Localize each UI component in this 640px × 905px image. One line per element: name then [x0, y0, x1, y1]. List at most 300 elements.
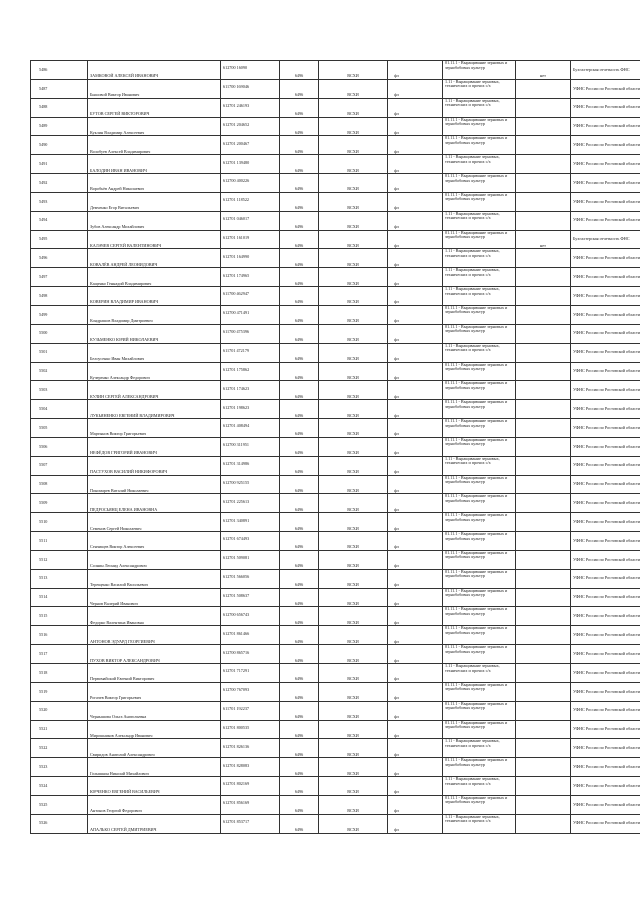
- inn-number-cell: [221, 532, 280, 551]
- inn-number: 612700 16090: [223, 65, 248, 71]
- table-row: [31, 362, 640, 381]
- activity-description: 01.11.1 - Выращивание зерновых и зернобобовых культур: [445, 644, 508, 654]
- inn-number-cell: [221, 645, 280, 664]
- okved-code: 6496: [294, 224, 304, 230]
- activity-description: 01.11.1 - Выращивание зерновых и зернобобовых культур: [445, 569, 508, 579]
- okved-code-cell: [280, 494, 319, 513]
- okved-code-cell: [280, 758, 319, 777]
- inn-number-cell: [221, 550, 280, 569]
- row-number-cell: [31, 607, 88, 626]
- holder-name-cell: [88, 739, 221, 758]
- activity-description-cell: [443, 682, 516, 701]
- extra-flag-cell: [516, 155, 571, 174]
- category-code: ВСХИ: [347, 167, 359, 173]
- extra-flag-cell: [516, 419, 571, 438]
- entity-type-cell: [388, 61, 443, 80]
- row-number: 5511: [39, 537, 48, 543]
- category-code: ВСХИ: [347, 224, 359, 230]
- entity-type-cell: [388, 513, 443, 532]
- table-row: [31, 645, 640, 664]
- inn-number: 612700 471491: [223, 310, 250, 316]
- source-organization-cell: [571, 230, 640, 249]
- inn-number: 612700 767093: [223, 687, 250, 693]
- category-code-cell: [319, 61, 388, 80]
- table-row: [31, 230, 640, 249]
- table-row: [31, 249, 640, 268]
- row-number: 5519: [39, 688, 48, 694]
- entity-type: фл: [394, 789, 399, 795]
- activity-description-cell: [443, 626, 516, 645]
- holder-name: БАЛОДИН ИВАН ИВАНОВИЧ: [90, 167, 147, 173]
- row-number: 5516: [39, 631, 48, 637]
- inn-number-cell: [221, 305, 280, 324]
- extra-flag: нет: [540, 242, 546, 248]
- okved-code: 6496: [294, 129, 304, 135]
- table-row: [31, 79, 640, 98]
- category-code: ВСХИ: [347, 469, 359, 475]
- category-code-cell: [319, 174, 388, 193]
- okved-code: 6496: [294, 789, 304, 795]
- row-number: 5507: [39, 462, 48, 468]
- inn-number: 612701 828083: [223, 762, 250, 768]
- category-code-cell: [319, 739, 388, 758]
- category-code: ВСХИ: [347, 356, 359, 361]
- row-number-cell: [31, 287, 88, 306]
- category-code: ВСХИ: [347, 600, 359, 606]
- source-organization: Бухгалтерская отчетность ФНС: [573, 236, 630, 242]
- holder-name: Свиридов Анатолий Александрович: [90, 751, 155, 757]
- activity-description-cell: [443, 645, 516, 664]
- activity-description: 1.11 - Выращивание зерновых, технических и прочих с/х: [445, 286, 500, 296]
- entity-type-cell: [388, 720, 443, 739]
- source-organization: УФНС России по Ростовской области: [573, 368, 640, 374]
- inn-number: 612700 400226: [223, 178, 250, 184]
- entity-type-cell: [388, 475, 443, 494]
- holder-name-cell: [88, 664, 221, 683]
- table-row: [31, 569, 640, 588]
- holder-name: ЗАМКОВОЙ АЛЕКСЕЙ ИВАНОВИЧ: [90, 73, 159, 79]
- source-organization: УФНС России по Ростовской области: [573, 443, 640, 449]
- holder-name-cell: [88, 758, 221, 777]
- source-organization: УФНС России по Ростовской области: [573, 179, 640, 185]
- holder-name: Семенов Сергей Николаевич: [90, 525, 142, 531]
- entity-type-cell: [388, 381, 443, 400]
- holder-name-cell: [88, 588, 221, 607]
- okved-code-cell: [280, 645, 319, 664]
- activity-description-cell: [443, 532, 516, 551]
- okved-code: 6496: [294, 318, 304, 324]
- entity-type: фл: [394, 827, 399, 833]
- inn-number-cell: [221, 343, 280, 362]
- holder-name-cell: [88, 419, 221, 438]
- entity-type: фл: [394, 638, 399, 644]
- table-row: [31, 795, 640, 814]
- source-organization: УФНС России по Ростовской области: [573, 142, 640, 148]
- row-number: 5487: [39, 85, 48, 91]
- category-code: ВСХИ: [347, 205, 359, 211]
- inn-number-cell: [221, 230, 280, 249]
- okved-code-cell: [280, 664, 319, 683]
- extra-flag-cell: [516, 268, 571, 287]
- entity-type-cell: [388, 305, 443, 324]
- extra-flag-cell: [516, 400, 571, 419]
- row-number-cell: [31, 155, 88, 174]
- row-number: 5521: [39, 726, 48, 732]
- okved-code: 6496: [294, 111, 304, 117]
- inn-number-cell: [221, 777, 280, 796]
- entity-type-cell: [388, 324, 443, 343]
- category-code-cell: [319, 287, 388, 306]
- holder-name: Кащенко Геннадий Владимирович: [90, 280, 152, 286]
- source-organization-cell: [571, 324, 640, 343]
- entity-type: фл: [394, 186, 399, 192]
- inn-number: 611700 462947: [223, 291, 250, 297]
- extra-flag-cell: [516, 682, 571, 701]
- row-number: 5501: [39, 349, 48, 355]
- holder-name: Рогачев Виктор Григорьевич: [90, 695, 142, 701]
- holder-name: КУЛИН СЕРГЕЙ АЛЕКСАНДРОВИЧ: [90, 393, 159, 399]
- entity-type-cell: [388, 739, 443, 758]
- table-row: [31, 758, 640, 777]
- activity-description: 1.11 - Выращивание зерновых, технических и прочих с/х: [445, 211, 500, 221]
- source-organization-cell: [571, 550, 640, 569]
- source-organization-cell: [571, 381, 640, 400]
- source-organization-cell: [571, 268, 640, 287]
- extra-flag-cell: [516, 588, 571, 607]
- activity-description-cell: [443, 456, 516, 475]
- category-code: ВСХИ: [347, 619, 359, 625]
- okved-code-cell: [280, 682, 319, 701]
- inn-number-cell: [221, 569, 280, 588]
- row-number: 5490: [39, 142, 48, 148]
- row-number: 5514: [39, 594, 48, 600]
- activity-description: 1.11 - Выращивание зерновых, технических и прочих с/х: [445, 267, 500, 277]
- row-number: 5526: [39, 820, 48, 826]
- category-code: ВСХИ: [347, 695, 359, 701]
- extra-flag-cell: [516, 192, 571, 211]
- source-organization: УФНС России по Ростовской области: [573, 123, 640, 129]
- activity-description: 01.11.1 - Выращивание зерновых и зернобобовых культур: [445, 757, 508, 767]
- okved-code-cell: [280, 268, 319, 287]
- okved-code: 6496: [294, 280, 304, 286]
- entity-type-cell: [388, 136, 443, 155]
- entity-type-cell: [388, 400, 443, 419]
- inn-number: 612701 225613: [223, 498, 250, 504]
- inn-number: 612701 200467: [223, 140, 250, 146]
- category-code-cell: [319, 79, 388, 98]
- okved-code-cell: [280, 513, 319, 532]
- row-number: 5499: [39, 311, 48, 317]
- extra-flag-cell: [516, 664, 571, 683]
- category-code-cell: [319, 211, 388, 230]
- source-organization-cell: [571, 795, 640, 814]
- category-code-cell: [319, 701, 388, 720]
- source-organization: УФНС России по Ростовской области: [573, 801, 640, 807]
- category-code: ВСХИ: [347, 638, 359, 644]
- category-code-cell: [319, 720, 388, 739]
- category-code: ВСХИ: [347, 129, 359, 135]
- source-organization-cell: [571, 777, 640, 796]
- inn-number: 612700 865716: [223, 649, 250, 655]
- category-code: ВСХИ: [347, 808, 359, 814]
- source-organization: УФНС России по Ростовской области: [573, 462, 640, 468]
- category-code-cell: [319, 513, 388, 532]
- inn-number: 612701 161019: [223, 234, 250, 240]
- source-organization-cell: [571, 437, 640, 456]
- source-organization-cell: [571, 814, 640, 833]
- activity-description: 1.11 - Выращивание зерновых, технических и прочих с/х: [445, 738, 500, 748]
- entity-type: фл: [394, 431, 399, 437]
- source-organization: УФНС России по Ростовской области: [573, 198, 640, 204]
- holder-name-cell: [88, 230, 221, 249]
- activity-description: 01.11.1 - Выращивание зерновых и зернобобовых культур: [445, 588, 508, 598]
- activity-description-cell: [443, 98, 516, 117]
- row-number: 5524: [39, 782, 48, 788]
- source-organization: Бухгалтерская отчетность ФНС: [573, 66, 630, 72]
- category-code-cell: [319, 645, 388, 664]
- entity-type-cell: [388, 626, 443, 645]
- holder-name: Волобуев Алексей Владимирович: [90, 148, 151, 154]
- table-row: [31, 814, 640, 833]
- row-number-cell: [31, 400, 88, 419]
- entity-type: фл: [394, 732, 399, 738]
- activity-description-cell: [443, 268, 516, 287]
- extra-flag-cell: [516, 287, 571, 306]
- holder-name: ЮРЧЕНКО ЕВГЕНИЙ ВАСИЛЬЕВИЧ: [90, 789, 160, 795]
- okved-code-cell: [280, 437, 319, 456]
- holder-name-cell: [88, 381, 221, 400]
- activity-description: 01.11.1 - Выращивание зерновых и зернобобовых культур: [445, 493, 508, 503]
- activity-description-cell: [443, 136, 516, 155]
- entity-type: фл: [394, 544, 399, 550]
- okved-code: 6496: [294, 827, 304, 833]
- table-row: [31, 98, 640, 117]
- entity-type: фл: [394, 356, 399, 361]
- inn-number-cell: [221, 61, 280, 80]
- okved-code-cell: [280, 456, 319, 475]
- inn-number: 612701 246193: [223, 103, 250, 109]
- inn-number: 612701 800535: [223, 724, 250, 730]
- holder-name: ЛУКЬЯНЕНКО ЕВГЕНИЙ ВЛАДИМИРОВИЧ: [90, 412, 175, 418]
- category-code-cell: [319, 381, 388, 400]
- table-row: [31, 664, 640, 683]
- table-row: [31, 513, 640, 532]
- holder-name: БУТОВ СЕРГЕЙ ВИКТОРОВИЧ: [90, 111, 150, 117]
- activity-description: 01.11.1 - Выращивание зерновых и зернобобовых культур: [445, 362, 508, 371]
- category-code: ВСХИ: [347, 111, 359, 117]
- okved-code: 6496: [294, 450, 304, 456]
- source-organization-cell: [571, 588, 640, 607]
- row-number: 5488: [39, 104, 48, 110]
- activity-description-cell: [443, 381, 516, 400]
- row-number-cell: [31, 550, 88, 569]
- table-row: [31, 61, 640, 80]
- entity-type: фл: [394, 506, 399, 512]
- activity-description-cell: [443, 324, 516, 343]
- extra-flag-cell: [516, 739, 571, 758]
- extra-flag-cell: [516, 550, 571, 569]
- entity-type-cell: [388, 588, 443, 607]
- category-code-cell: [319, 475, 388, 494]
- holder-name: Демченко Егор Витальевич: [90, 205, 139, 211]
- holder-name-cell: [88, 795, 221, 814]
- inn-number-cell: [221, 739, 280, 758]
- holder-name-cell: [88, 324, 221, 343]
- okved-code: 6496: [294, 695, 304, 701]
- okved-code-cell: [280, 588, 319, 607]
- holder-name: Солнин Леонид Александрович: [90, 563, 147, 569]
- row-number: 5494: [39, 217, 48, 223]
- category-code-cell: [319, 777, 388, 796]
- inn-number-cell: [221, 381, 280, 400]
- source-organization-cell: [571, 513, 640, 532]
- holder-name-cell: [88, 550, 221, 569]
- extra-flag-cell: [516, 569, 571, 588]
- okved-code-cell: [280, 155, 319, 174]
- row-number: 5505: [39, 424, 48, 430]
- source-organization: УФНС России по Ростовской области: [573, 745, 640, 751]
- entity-type: фл: [394, 224, 399, 230]
- holder-name-cell: [88, 569, 221, 588]
- okved-code: 6496: [294, 186, 304, 192]
- holder-name-cell: [88, 626, 221, 645]
- entity-type-cell: [388, 287, 443, 306]
- inn-number-cell: [221, 758, 280, 777]
- okved-code: 6496: [294, 242, 304, 248]
- source-organization: УФНС России по Ростовской области: [573, 707, 640, 713]
- okved-code: 6496: [294, 337, 304, 343]
- source-organization-cell: [571, 664, 640, 683]
- entity-type: фл: [394, 469, 399, 475]
- source-organization: УФНС России по Ростовской области: [573, 349, 640, 355]
- okved-code: 6496: [294, 412, 304, 418]
- category-code: ВСХИ: [347, 337, 359, 343]
- entity-type-cell: [388, 268, 443, 287]
- entity-type: фл: [394, 299, 399, 305]
- category-code: ВСХИ: [347, 92, 359, 98]
- inn-number: 612701 164990: [223, 253, 250, 259]
- row-number-cell: [31, 136, 88, 155]
- holder-name-cell: [88, 362, 221, 381]
- extra-flag-cell: [516, 607, 571, 626]
- source-organization: УФНС России по Ростовской области: [573, 160, 640, 166]
- holder-name-cell: [88, 437, 221, 456]
- source-organization-cell: [571, 456, 640, 475]
- row-number: 5515: [39, 613, 48, 619]
- inn-number: 612701 198623: [223, 404, 250, 410]
- holder-name-cell: [88, 456, 221, 475]
- entity-type-cell: [388, 155, 443, 174]
- inn-number: 612701 508637: [223, 592, 250, 598]
- activity-description: 01.11.1 - Выращивание зерновых и зернобобовых культур: [445, 437, 508, 447]
- source-organization: УФНС России по Ростовской области: [573, 537, 640, 543]
- entity-type: фл: [394, 73, 399, 79]
- holder-name: Куклин Владимир Алексеевич: [90, 129, 145, 135]
- source-organization: УФНС России по Ростовской области: [573, 556, 640, 562]
- table-row: [31, 419, 640, 438]
- inn-number-cell: [221, 437, 280, 456]
- category-code-cell: [319, 532, 388, 551]
- row-number-cell: [31, 61, 88, 80]
- entity-type-cell: [388, 456, 443, 475]
- table-row: [31, 155, 640, 174]
- category-code: ВСХИ: [347, 789, 359, 795]
- entity-type-cell: [388, 174, 443, 193]
- inn-number-cell: [221, 98, 280, 117]
- row-number-cell: [31, 324, 88, 343]
- row-number-cell: [31, 79, 88, 98]
- inn-number: 612701 174965: [223, 272, 250, 278]
- inn-number: 612700 311951: [223, 442, 250, 448]
- activity-description: 01.11.1 - Выращивание зерновых и зернобобовых культур: [445, 475, 508, 485]
- category-code-cell: [319, 400, 388, 419]
- table-row: [31, 324, 640, 343]
- source-organization-cell: [571, 607, 640, 626]
- okved-code: 6496: [294, 714, 304, 720]
- entity-type-cell: [388, 607, 443, 626]
- entity-type-cell: [388, 362, 443, 381]
- activity-description-cell: [443, 739, 516, 758]
- entity-type: фл: [394, 695, 399, 701]
- category-code-cell: [319, 456, 388, 475]
- category-code: ВСХИ: [347, 827, 359, 833]
- source-organization: УФНС России по Ростовской области: [573, 650, 640, 656]
- okved-code-cell: [280, 211, 319, 230]
- entity-type-cell: [388, 192, 443, 211]
- activity-description: 01.11.1 - Выращивание зерновых и зернобобовых культур: [445, 399, 508, 409]
- holder-name-cell: [88, 192, 221, 211]
- source-organization-cell: [571, 211, 640, 230]
- entity-type: фл: [394, 148, 399, 154]
- holder-name-cell: [88, 400, 221, 419]
- inn-number: 612701 340891: [223, 517, 250, 523]
- category-code: ВСХИ: [347, 186, 359, 192]
- holder-name-cell: [88, 475, 221, 494]
- holder-name: НЕФЁДОВ ГРИГОРИЙ ИВАНОВИЧ: [90, 450, 157, 456]
- table-row: [31, 174, 640, 193]
- category-code-cell: [319, 795, 388, 814]
- inn-number: 612701 566056: [223, 574, 250, 580]
- holder-name-cell: [88, 513, 221, 532]
- holder-name: Чернышова Ольга Анатольевна: [90, 714, 147, 720]
- holder-name: Голышкин Николай Михайлович: [90, 770, 149, 776]
- source-organization: УФНС России по Ростовской области: [573, 500, 640, 506]
- row-number: 5493: [39, 198, 48, 204]
- table-row: [31, 739, 640, 758]
- activity-description-cell: [443, 192, 516, 211]
- category-code-cell: [319, 324, 388, 343]
- category-code: ВСХИ: [347, 299, 359, 305]
- entity-type-cell: [388, 532, 443, 551]
- activity-description-cell: [443, 513, 516, 532]
- okved-code: 6496: [294, 638, 304, 644]
- extra-flag-cell: [516, 814, 571, 833]
- entity-type: фл: [394, 242, 399, 248]
- activity-description-cell: [443, 419, 516, 438]
- activity-description: 01.11.1 - Выращивание зерновых и зернобобовых культур: [445, 795, 508, 805]
- row-number-cell: [31, 682, 88, 701]
- entity-type-cell: [388, 249, 443, 268]
- inn-number-cell: [221, 494, 280, 513]
- table-row: [31, 720, 640, 739]
- okved-code-cell: [280, 249, 319, 268]
- source-organization: УФНС России по Ростовской области: [573, 405, 640, 411]
- table-row: [31, 494, 640, 513]
- entity-type: фл: [394, 280, 399, 286]
- source-organization: УФНС России по Ростовской области: [573, 631, 640, 637]
- holder-name: КОВАЛЁВ АНДРЕЙ ЛЕОНИДОВИЧ: [90, 261, 158, 267]
- activity-description: 01.11.1 - Выращивание зерновых и зернобобовых культур: [445, 606, 508, 616]
